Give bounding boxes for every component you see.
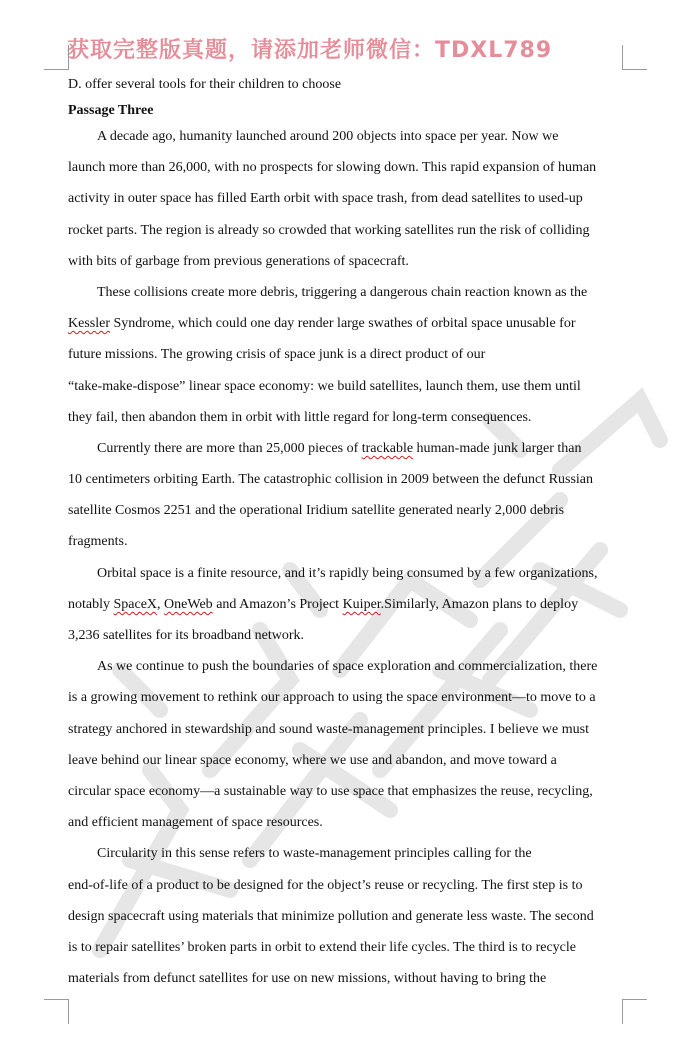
spellcheck-word: SpaceX [113, 596, 158, 612]
spellcheck-word: OneWeb [164, 596, 213, 612]
text-line: is a growing movement to rethink our approach to using the space environment—to move to a [68, 690, 596, 706]
text-line: These collisions create more debris, triggering a dangerous chain reaction known as the [97, 284, 588, 300]
text-line: and efficient management of space resources. [68, 815, 323, 831]
document-body [68, 76, 628, 1001]
text-line: leave behind our linear space economy, where we use and abandon, and move toward a [68, 752, 557, 768]
text-line: As we continue to push the boundaries of space exploration and commercialization, there [97, 659, 598, 675]
text-line: Orbital space is a finite resource, and it’s rapidly being consumed by a few organizations, [97, 565, 598, 581]
text-line: is to repair satellites’ broken parts in orbit to extend their life cycles. The third is to recycle [68, 939, 576, 955]
text-line: with bits of garbage from previous generations of spacecraft. [68, 253, 409, 269]
text-line: they fail, then abandon them in orbit with little regard for long-term consequences. [68, 409, 532, 425]
text-line: 3,236 satellites for its broadband network. [68, 628, 305, 643]
spellcheck-word: trackable [361, 440, 414, 456]
text-line: end-of-life of a product to be designed for the object’s reuse or recycling. The first step is to [68, 877, 583, 893]
text-line: Circularity in this sense refers to waste-management principles calling for the [97, 846, 532, 862]
crop-mark-top-right [622, 45, 647, 70]
text-line: satellite Cosmos 2251 and the operational Iridium satellite generated nearly 2,000 debris [68, 503, 565, 519]
crop-mark-bottom-left [44, 999, 69, 1024]
text-line: 10 centimeters orbiting Earth. The catastrophic collision in 2009 between the defunct Russian [68, 472, 593, 488]
text-line: strategy anchored in stewardship and sound waste-management principles. I believe we must [68, 721, 589, 737]
text-line: activity in outer space has filled Earth orbit with space trash, from dead satellites to used-up [68, 191, 583, 207]
text-line: materials from defunct satellites for use on new missions, without having to bring the [68, 971, 547, 987]
text-line: future missions. The growing crisis of space junk is a direct product of our [68, 347, 486, 363]
text-line: notably SpaceX, OneWeb and Amazon’s Project Kuiper.Similarly, Amazon plans to deploy [68, 596, 579, 612]
crop-mark-bottom-right [622, 999, 647, 1024]
spellcheck-word: Kuiper [342, 596, 381, 612]
text-line: launch more than 26,000, with no prospects for slowing down. This rapid expansion of human [68, 160, 597, 176]
text-line: Currently there are more than 25,000 pieces of trackable human-made junk larger than [97, 440, 582, 456]
watermark-banner: 获取完整版真题，请添加老师微信：TDXL789 [67, 38, 553, 63]
text-line: Kessler Syndrome, which could one day render large swathes of orbital space unusable for [68, 316, 576, 332]
spellcheck-word: Kessler [68, 316, 110, 332]
text-line: A decade ago, humanity launched around 200 objects into space per year. Now we [97, 129, 559, 144]
text-line: fragments. [68, 534, 128, 550]
text-line: circular space economy—a sustainable way to use space that emphasizes the reuse, recycling, [68, 783, 593, 799]
crop-mark-top-left [44, 45, 69, 70]
passage-heading: Passage Three [68, 103, 154, 118]
option-d: D. offer several tools for their children to choose [68, 77, 342, 92]
text-line: design spacecraft using materials that minimize pollution and generate less waste. The second [68, 908, 594, 924]
text-line: “take-make-dispose” linear space economy: we build satellites, launch them, use them until [68, 378, 581, 394]
text-line: rocket parts. The region is already so crowded that working satellites run the risk of colliding [68, 222, 590, 238]
